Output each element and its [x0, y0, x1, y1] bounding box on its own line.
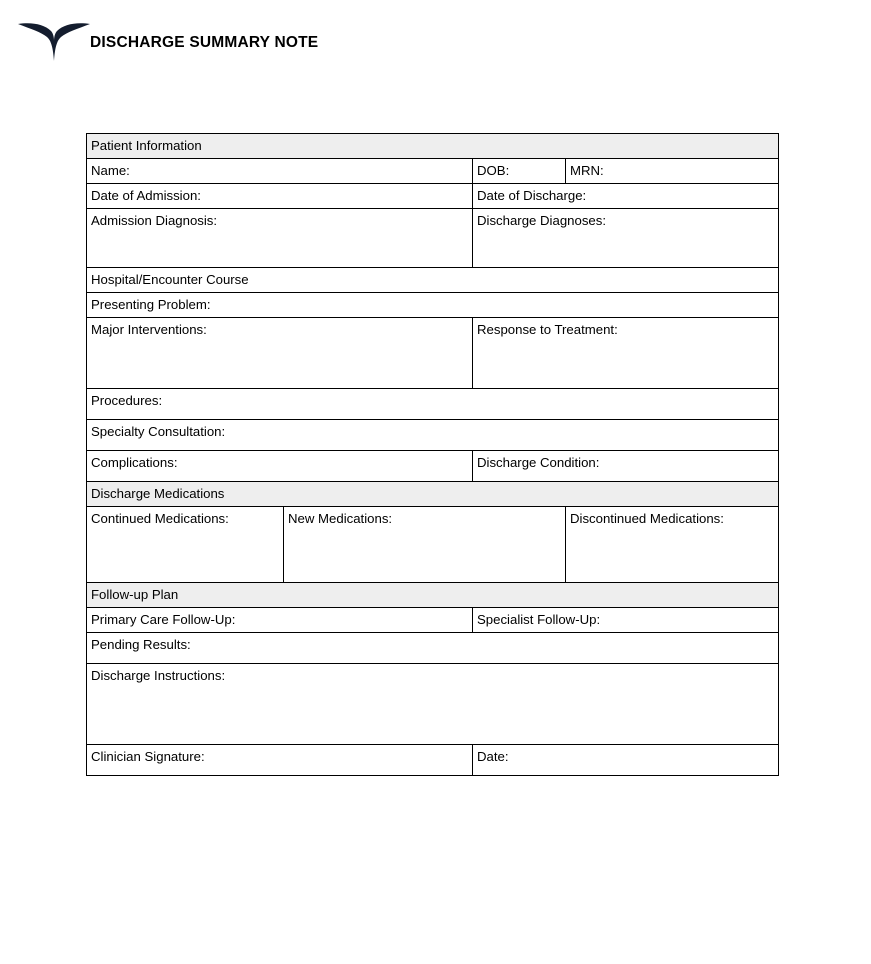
- table-row: [87, 664, 779, 745]
- field-cell-complications[interactable]: [87, 451, 473, 482]
- field-label-date-of-discharge: Date of Discharge:: [477, 188, 587, 203]
- page-title: DISCHARGE SUMMARY NOTE: [90, 34, 319, 51]
- field-label-major-interventions: Major Interventions:: [91, 322, 207, 337]
- field-label-specialty-consultation: Specialty Consultation:: [91, 424, 226, 439]
- field-cell-pending-results[interactable]: [87, 633, 779, 664]
- section-header-patient-information: [87, 134, 779, 159]
- field-cell-mrn[interactable]: [566, 159, 779, 184]
- table-row: [87, 482, 779, 507]
- field-label-date-of-admission: Date of Admission:: [91, 188, 201, 203]
- wing-logo: [17, 20, 91, 62]
- field-label-name: Name:: [91, 163, 130, 178]
- field-cell-admission-diagnosis[interactable]: [87, 209, 473, 268]
- field-label-response-to-treatment: Response to Treatment:: [477, 322, 618, 337]
- table-row: [87, 318, 779, 389]
- field-cell-major-interventions[interactable]: [87, 318, 473, 389]
- field-label-continued-medications: Continued Medications:: [91, 511, 229, 526]
- field-label-clinician-signature: Clinician Signature:: [91, 749, 205, 764]
- field-label-complications: Complications:: [91, 455, 178, 470]
- field-label-presenting-problem: Presenting Problem:: [91, 297, 211, 312]
- section-heading-label: Follow-up Plan: [91, 587, 179, 602]
- field-cell-procedures[interactable]: [87, 389, 779, 420]
- field-label-discharge-diagnoses: Discharge Diagnoses:: [477, 213, 607, 228]
- field-cell-specialist-follow-up[interactable]: [473, 608, 779, 633]
- table-row: [87, 745, 779, 776]
- field-cell-new-medications[interactable]: [284, 507, 566, 583]
- field-cell-date-of-discharge[interactable]: [473, 184, 779, 209]
- field-label-specialist-follow-up: Specialist Follow-Up:: [477, 612, 601, 627]
- table-row: [87, 134, 779, 159]
- field-label-admission-diagnosis: Admission Diagnosis:: [91, 213, 218, 228]
- table-row: [87, 293, 779, 318]
- field-cell-discharge-diagnoses[interactable]: [473, 209, 779, 268]
- table-row: [87, 507, 779, 583]
- table-row: [87, 389, 779, 420]
- field-cell-discontinued-medications[interactable]: [566, 507, 779, 583]
- field-label-discontinued-medications: Discontinued Medications:: [570, 511, 724, 526]
- field-label-pending-results: Pending Results:: [91, 637, 191, 652]
- field-cell-discharge-instructions[interactable]: [87, 664, 779, 745]
- field-label-discharge-instructions: Discharge Instructions:: [91, 668, 226, 683]
- table-row: [87, 159, 779, 184]
- section-heading-label: Discharge Medications: [91, 486, 225, 501]
- field-label-mrn: MRN:: [570, 163, 604, 178]
- discharge-summary-form: [86, 133, 779, 776]
- field-cell-continued-medications[interactable]: [87, 507, 284, 583]
- field-label-primary-care-follow-up: Primary Care Follow-Up:: [91, 612, 236, 627]
- section-header-hospital-course: [87, 268, 779, 293]
- section-heading-label: Hospital/Encounter Course: [91, 272, 249, 287]
- table-row: [87, 268, 779, 293]
- field-cell-discharge-condition[interactable]: [473, 451, 779, 482]
- field-cell-clinician-signature[interactable]: [87, 745, 473, 776]
- table-row: [87, 209, 779, 268]
- field-label-dob: DOB:: [477, 163, 510, 178]
- field-cell-name[interactable]: [87, 159, 473, 184]
- table-row: [87, 184, 779, 209]
- field-label-discharge-condition: Discharge Condition:: [477, 455, 600, 470]
- table-row: [87, 451, 779, 482]
- field-label-date: Date:: [477, 749, 509, 764]
- section-header-follow-up-plan: [87, 583, 779, 608]
- field-cell-primary-care-follow-up[interactable]: [87, 608, 473, 633]
- document-header: [0, 0, 871, 92]
- field-cell-dob[interactable]: [473, 159, 566, 184]
- field-cell-date-of-admission[interactable]: [87, 184, 473, 209]
- field-cell-response-to-treatment[interactable]: [473, 318, 779, 389]
- table-row: [87, 608, 779, 633]
- field-cell-specialty-consultation[interactable]: [87, 420, 779, 451]
- table-row: [87, 633, 779, 664]
- field-label-procedures: Procedures:: [91, 393, 163, 408]
- section-header-discharge-medications: [87, 482, 779, 507]
- section-heading-label: Patient Information: [91, 138, 202, 153]
- table-row: [87, 583, 779, 608]
- field-label-new-medications: New Medications:: [288, 511, 393, 526]
- field-cell-date[interactable]: [473, 745, 779, 776]
- table-row: [87, 420, 779, 451]
- field-cell-presenting-problem[interactable]: [87, 293, 779, 318]
